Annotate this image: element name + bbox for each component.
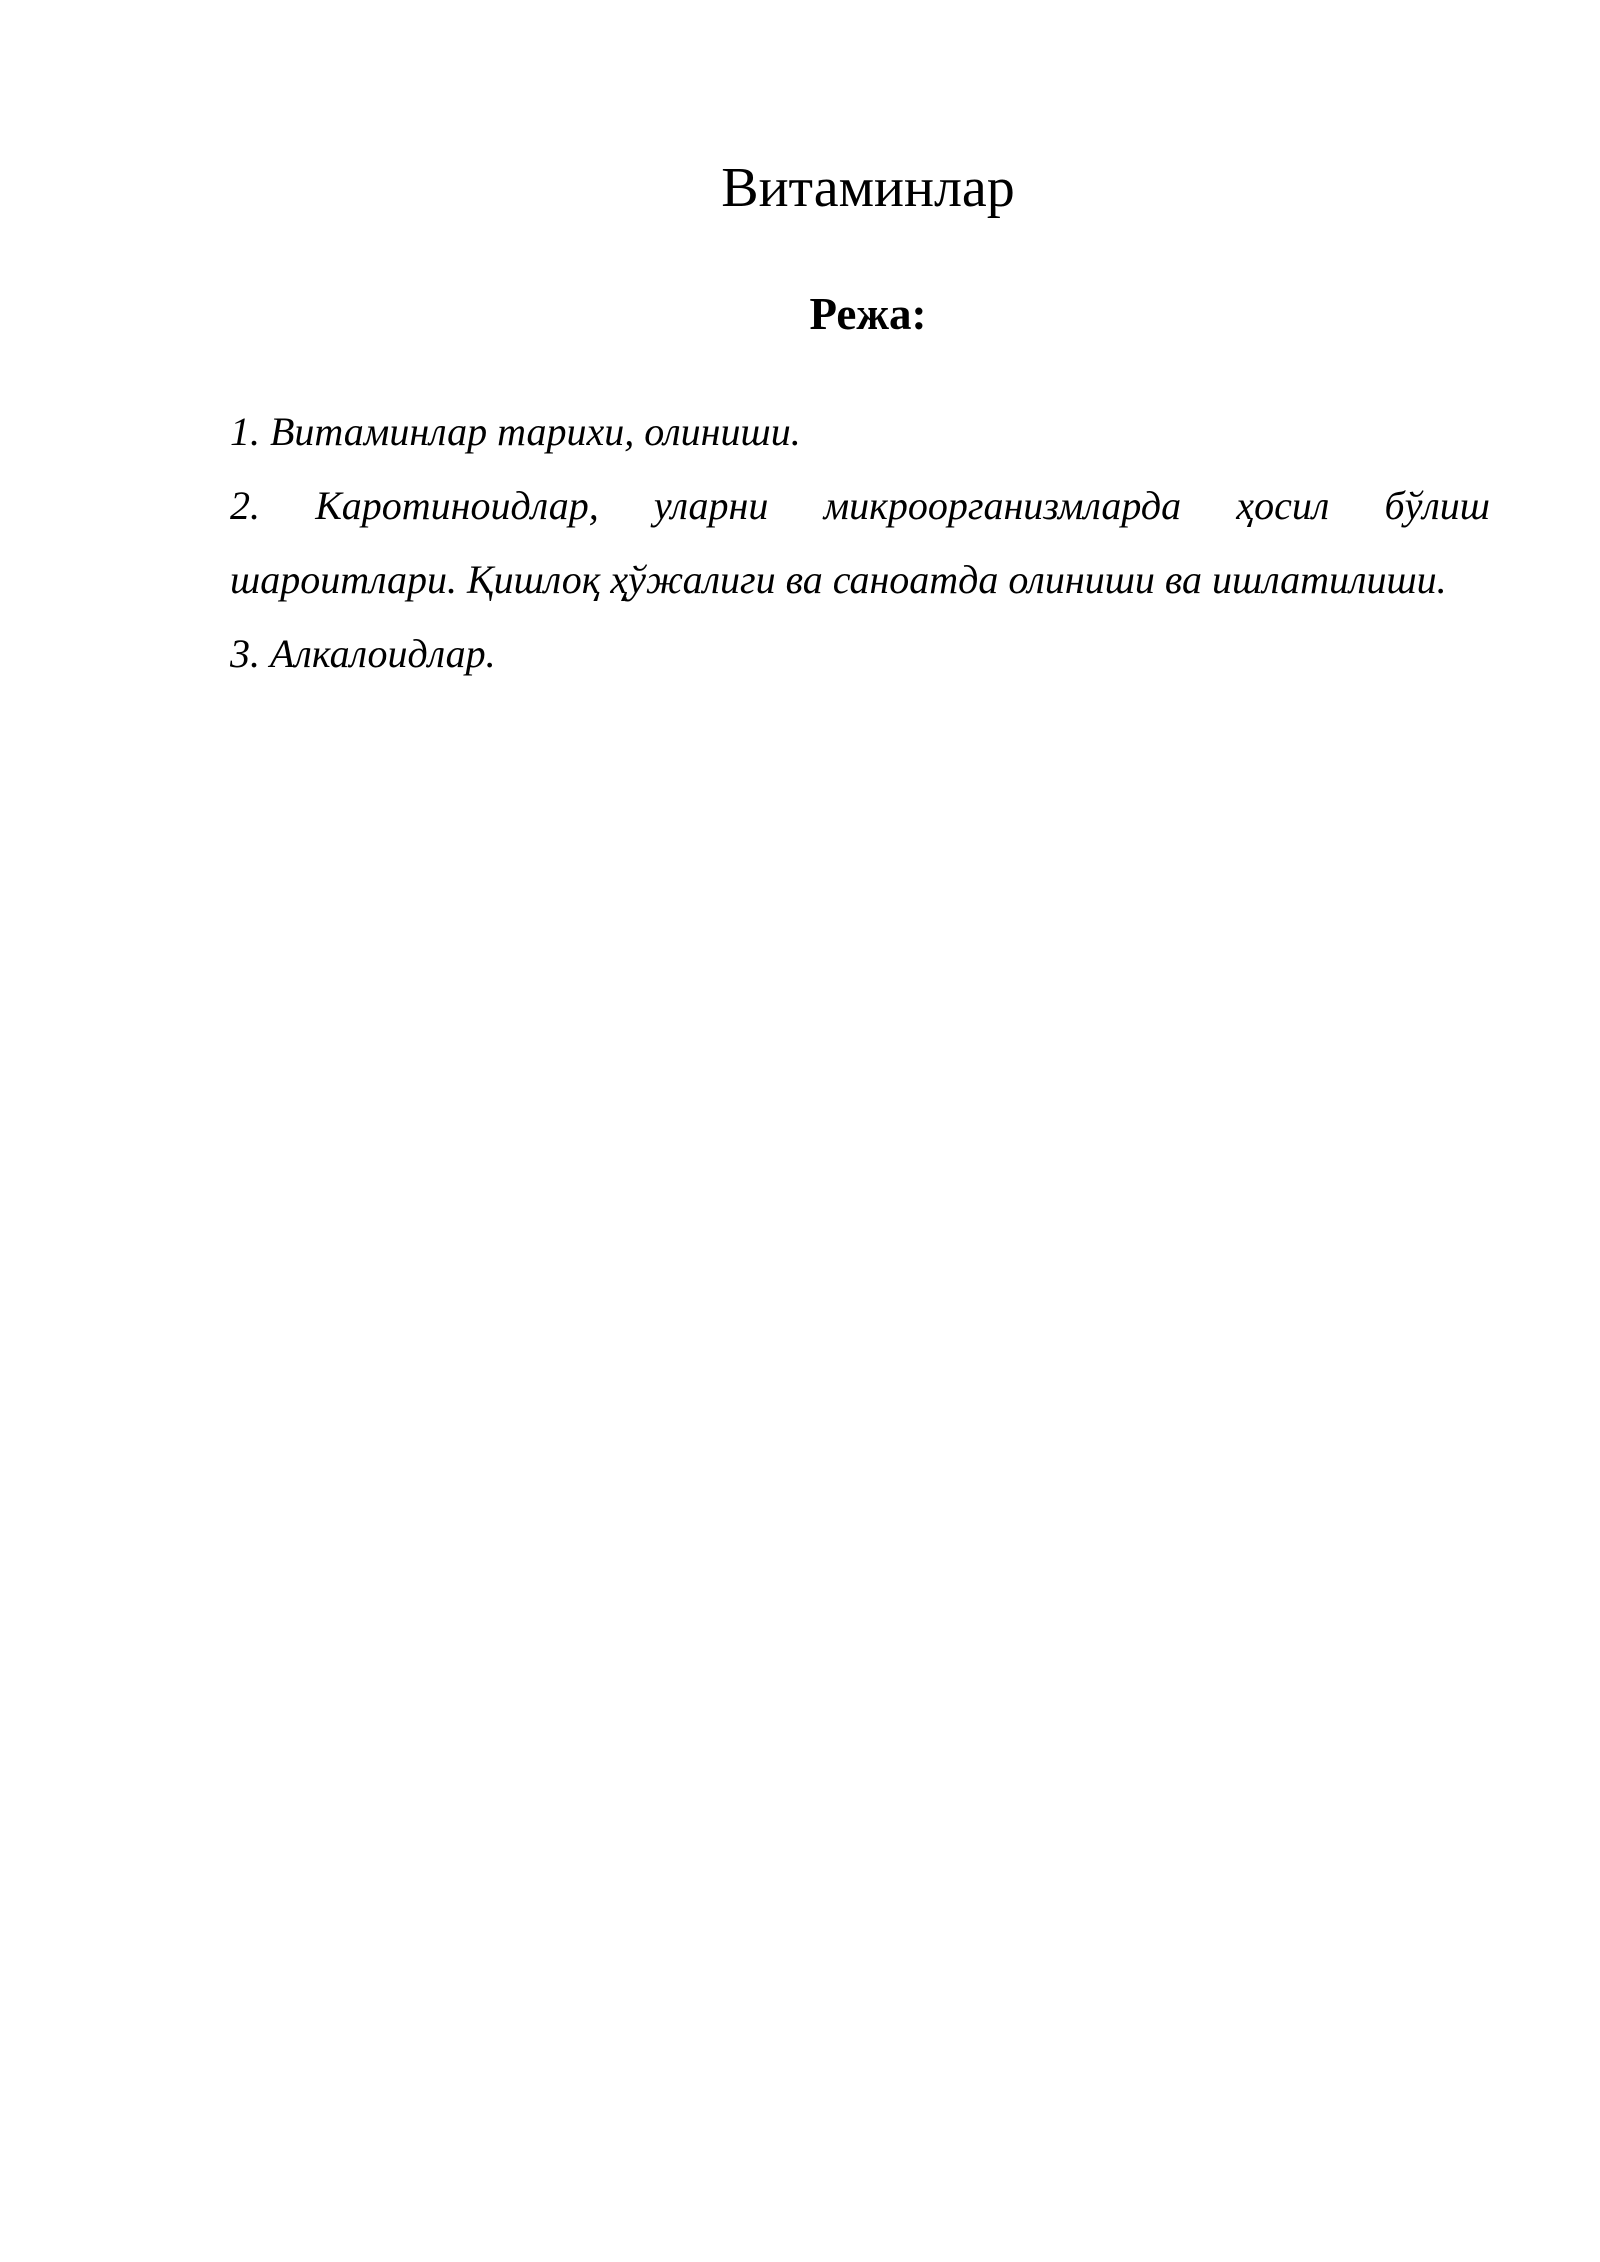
plan-item-number: 3. [230, 631, 260, 676]
plan-heading: Режа: [809, 289, 927, 339]
plan-list [230, 395, 1490, 691]
plan-item-number: 2. [230, 483, 260, 528]
plan-item [230, 617, 1490, 691]
plan-item-text: Алкалоидлар. [270, 631, 496, 676]
plan-item-text: Витаминлар тарихи, олиниши. [270, 409, 801, 454]
plan-item-number: 1. [230, 409, 260, 454]
plan-item [230, 469, 1490, 617]
plan-item [230, 395, 1490, 469]
document-title: Витаминлар [721, 157, 1015, 219]
plan-item-text: Каротиноидлар, уларни микроорганизмларда ҳосил бўлиш шароитлари. Қишлоқ ҳўжалиги ва саноатда олиниши ва ишлатилиши. [230, 483, 1490, 602]
